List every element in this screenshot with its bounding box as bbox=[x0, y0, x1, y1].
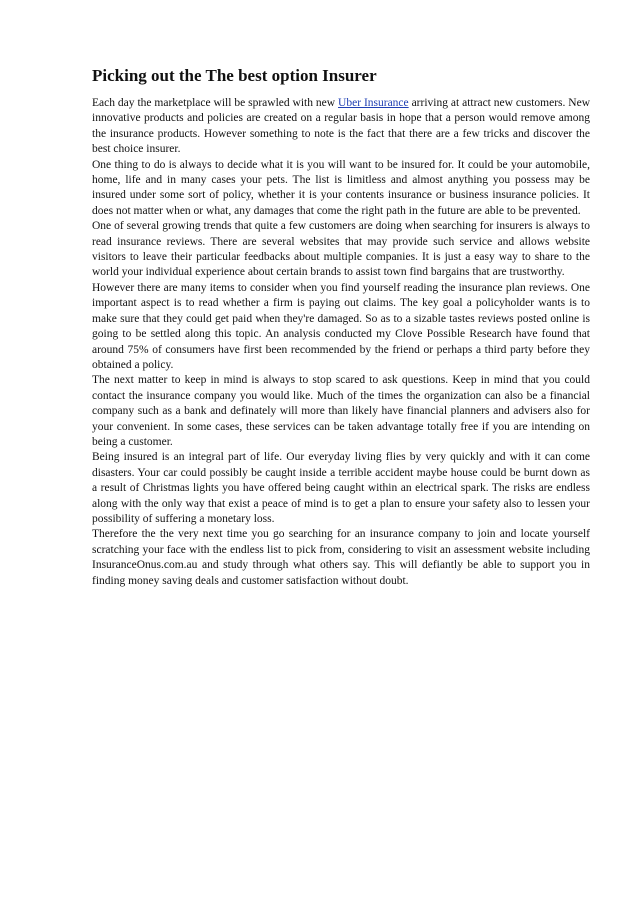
paragraph-insurance-reviews: One of several growing trends that quite a few customers are doing when searching for insurers is always to read insurance reviews. There are several websites that may provide such service and allows website visitors to leave their particular feedbacks about multiple companies. It is just a easy way to share to the world your individual experience about certain brands to assist town find bargains that are trustworthy. bbox=[92, 220, 590, 279]
uber-insurance-link[interactable]: Uber Insurance bbox=[338, 97, 409, 109]
paragraph-ask-questions: The next matter to keep in mind is always to stop scared to ask questions. Keep in mind that you could contact the insurance company you would like. Much of the times the organization can also be a financial company such as a bank and definately will more than likely have financial planners and advisers also for your convenient. In some cases, these services can be taken advantage totally free if you are intending on being a customer. bbox=[92, 374, 590, 448]
paragraph-text: Each day the marketplace will be sprawled with new bbox=[92, 97, 339, 109]
paragraph-text: arriving at attract new customers. New innovative products and policies are created on a regular basis in hope that a person would remove among the insurance products. However something to note is the fact that there are a few tricks and discover the best choice insurer. bbox=[92, 97, 591, 156]
paragraph-decide-coverage: One thing to do is always to decide what it is you will want to be insured for. It could be your automobile, home, life and in many cases your pets. The list is limitless and almost anything you possess may be insured under some sort of policy, whether it is your contents insurance or business insurance policies. It does not matter when or what, any damages that come the right path in the future are able to be prevented. bbox=[92, 158, 590, 217]
document-page bbox=[92, 66, 590, 589]
paragraph-paying-claims: However there are many items to consider when you find yourself reading the insurance plan reviews. One important aspect is to read whether a firm is paying out claims. The key goal a policyholder wants is to make sure that they could get paid when they're damaged. So as to a sizable tastes reviews posted online is going to be settled along this topic. An analysis conducted my Clove Possible Research have found that around 75% of consumers have first been recommended by the friend or perhaps a third party before they obtained a policy. bbox=[92, 281, 590, 371]
paragraph-intro bbox=[92, 96, 590, 158]
paragraph-conclusion: Therefore the the very next time you go searching for an insurance company to join and locate yourself scratching your face with the endless list to pick from, considering to visit an assessment website including InsuranceOnus.com.au and study through what others say. This will defiantly be able to support you in finding money saving deals and customer satisfaction without doubt. bbox=[92, 528, 590, 587]
document-title: Picking out the The best option Insurer bbox=[92, 66, 377, 85]
paragraph-integral-part: Being insured is an integral part of life. Our everyday living flies by very quickly and with it can come disasters. Your car could possibly be caught inside a terrible accident maybe house could be burnt down as a result of Christmas lights you have offered being caught within an electrical spark. The risks are endless along with the only way that exist a peace of mind is to get a plan to ensure your safety also to lessen your possibility of suffering a monetary loss. bbox=[92, 451, 590, 525]
